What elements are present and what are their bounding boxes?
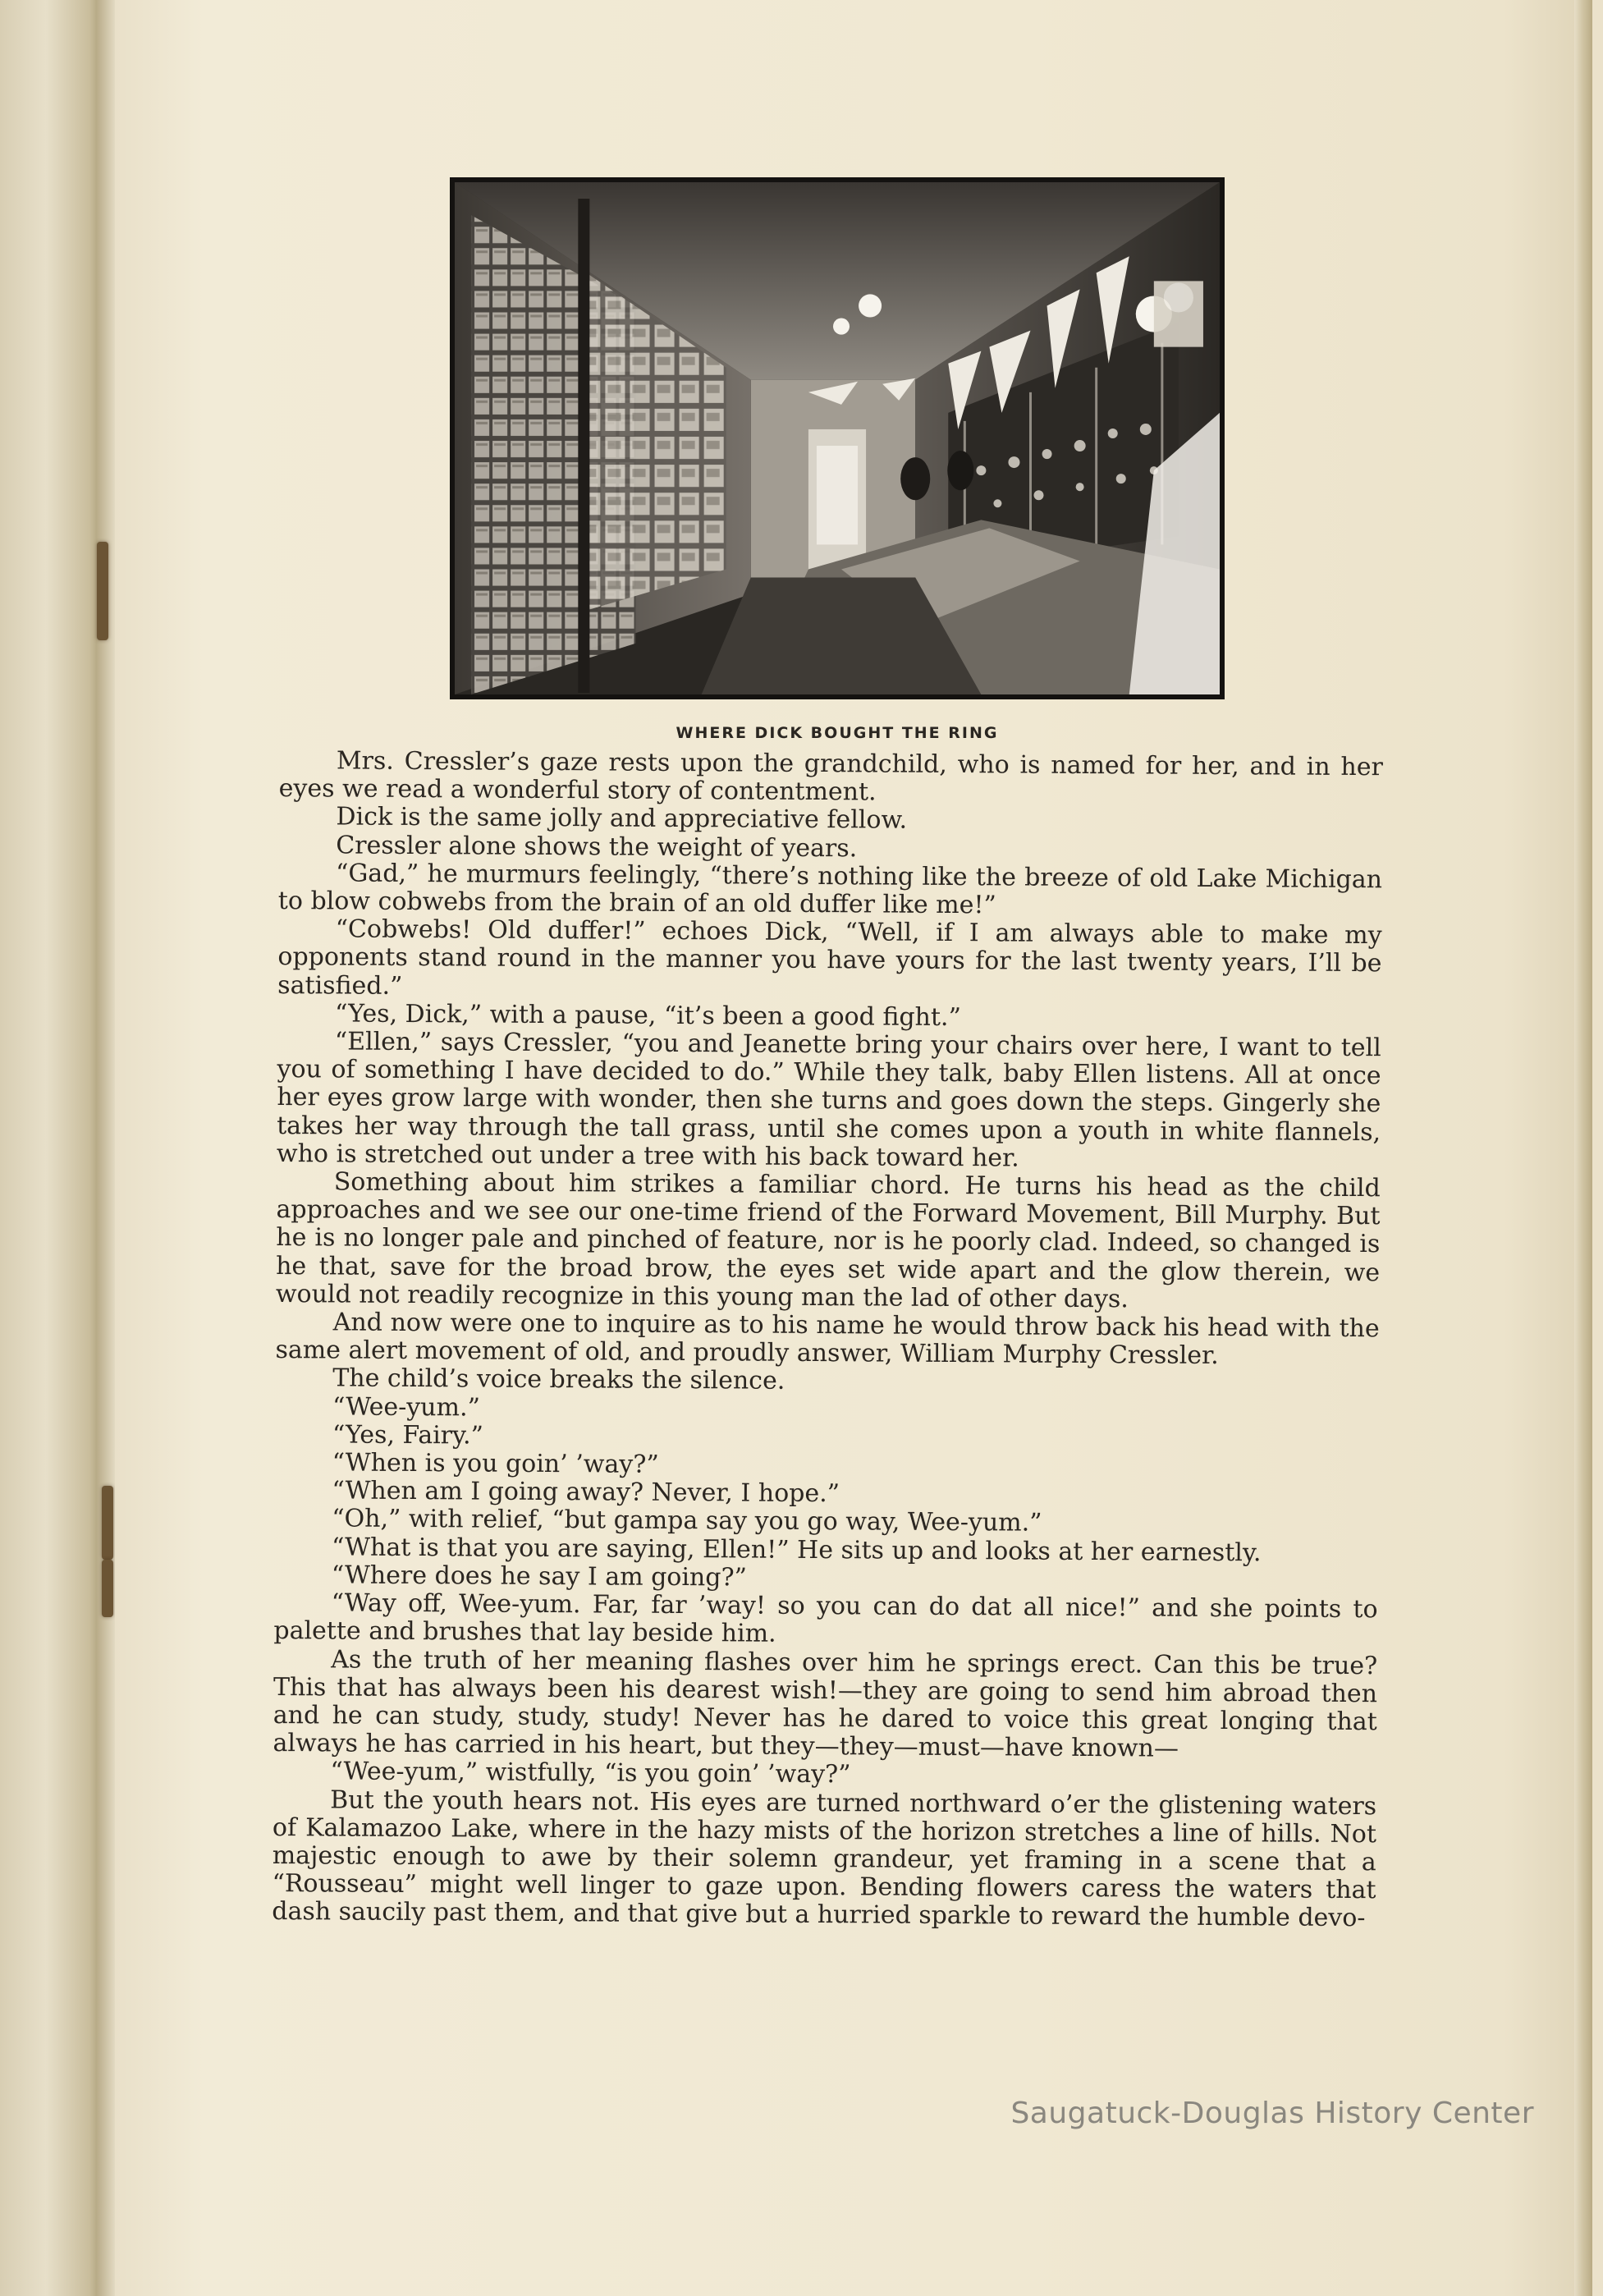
paragraph: And now were one to inquire as to his name he would throw back his head with the same alert movement of old, and proudly answer, William Murphy Cressler. <box>275 1308 1380 1371</box>
paragraph: Mrs. Cressler’s gaze rests upon the grandchild, who is named for her, and in her eyes we read a wonderful story of contentment. <box>278 746 1383 807</box>
paragraph: “Wee-yum,” wistfully, “is you goin’ ’way?” <box>330 1757 851 1790</box>
paragraph: “Way off, Wee-yum. Far, far ’way! so you can do dat all nice!” and she points to palette and brushes that lay beside him. <box>273 1588 1378 1649</box>
staple-middle <box>102 1486 113 1560</box>
paragraph: “When is you goin’ ’way?” <box>332 1448 659 1479</box>
paragraph: “Gad,” he murmurs feelingly, “there’s nothing like the breeze of old Lake Michigan to blow cobwebs from the brain of an old duffer like me!” <box>277 859 1383 920</box>
paragraph: “What is that you are saying, Ellen!” He sits up and looks at her earnestly. <box>331 1533 1262 1568</box>
book-spine <box>0 0 115 2296</box>
archive-watermark: Saugatuck-Douglas History Center <box>1010 2097 1534 2130</box>
paragraph: “Yes, Dick,” with a pause, “it’s been a good fight.” <box>334 999 961 1032</box>
page-edge <box>1574 0 1592 2296</box>
paragraph: “Wee-yum.” <box>332 1392 480 1423</box>
paragraph: “Where does he say I am going?” <box>331 1560 748 1593</box>
photo-caption: WHERE DICK BOUGHT THE RING <box>676 724 999 742</box>
story-text <box>272 747 1383 1933</box>
paragraph: Something about him strikes a familiar chord. He turns his head as the child approaches and we see our one-time friend of the Forward Movement, Bill Murphy. But he is no longer pale and pinched of feature, nor is he poorly clad. Indeed, so changed is he that, save for the broad brow, the eyes set wide apart and the glow therein, we would not readily recognize in this young man the lad of other days. <box>275 1167 1381 1314</box>
paragraph: The child’s voice breaks the silence. <box>332 1363 785 1396</box>
paragraph: “Cobwebs! Old duffer!” echoes Dick, “Well, if I am always able to make my opponents stand round in the manner you have yours for the last twenty years, I’ll be satisfied.” <box>277 914 1382 1001</box>
photo-image <box>455 182 1220 694</box>
store-interior-photo <box>450 177 1225 699</box>
paragraph: “When am I going away? Never, I hope.” <box>332 1476 840 1509</box>
paragraph: “Oh,” with relief, “but gampa say you go way, Wee-yum.” <box>332 1504 1042 1538</box>
staple-top <box>97 542 108 640</box>
paragraph: Cressler alone shows the weight of years. <box>336 831 858 863</box>
paragraph: But the youth hears not. His eyes are turned northward o’er the glistening waters of Kalamazoo Lake, where in the hazy mists of the horizon stretches a line of hills. Not majestic enough to awe by their solemn grandeur, yet framing in a scene that a “Rousseau” might well linger to gaze upon. Bending flowers caress the waters that dash saucily past them, and that give but a hurried sparkle to reward the humble devo- <box>272 1785 1377 1933</box>
paragraph: As the truth of her meaning flashes over him he springs erect. Can this be true? This that has always been his dearest wish!—they are going to send him abroad then and he can study, study, study! Never has he dared to voice this great longing that always he has carried in his heart, but they—they—must—have known— <box>273 1644 1378 1763</box>
paragraph: “Ellen,” says Cressler, “you and Jeanette bring your chairs over here, I want to tell you of something I have decided to do.” While they talk, baby Ellen listens. All at once her eyes grow large with wonder, then she turns and goes down the steps. Gingerly she takes her way through the tall grass, until she comes upon a youth in white flannels, who is stretched out under a tree with his back toward her. <box>276 1027 1381 1173</box>
paragraph: “Yes, Fairy.” <box>332 1420 484 1450</box>
paragraph: Dick is the same jolly and appreciative fellow. <box>336 802 908 836</box>
staple-bottom <box>102 1560 113 1617</box>
